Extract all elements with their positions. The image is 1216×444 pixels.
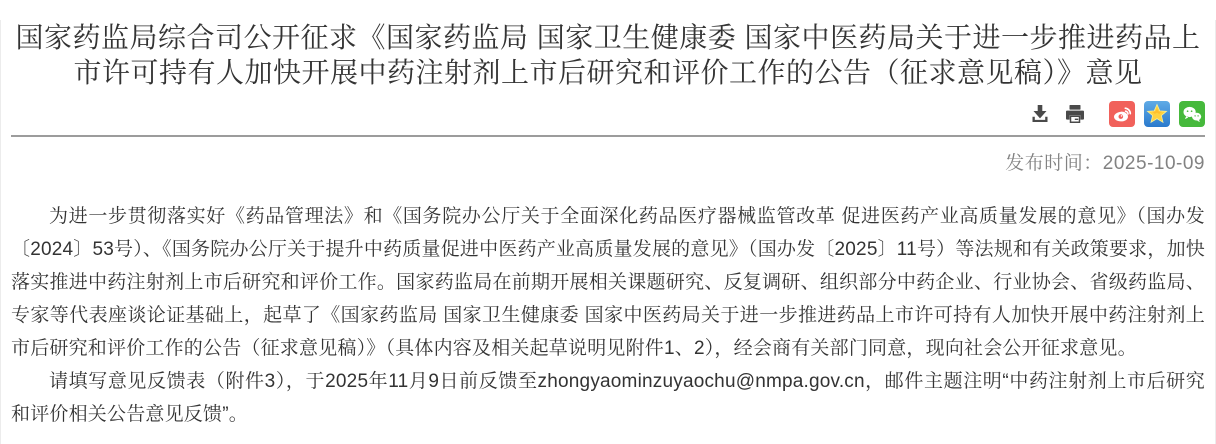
divider: [11, 135, 1205, 137]
article-body: [11, 200, 1205, 431]
page-title: 国家药监局综合司公开征求《国家药监局 国家卫生健康委 国家中医药局关于进一步推进药品上市许可持有人加快开展中药注射剂上市后研究和评价工作的公告（征求意见稿）》意见: [15, 22, 1201, 88]
publish-time: [11, 148, 1205, 175]
share-qzone-icon[interactable]: [1144, 101, 1170, 127]
share-wechat-icon[interactable]: [1179, 101, 1205, 127]
toolbar: [11, 100, 1205, 128]
download-icon[interactable]: [1027, 101, 1053, 127]
publish-time-label: 发布时间：: [1005, 153, 1103, 174]
paragraph-1: 为进一步贯彻落实好《药品管理法》和《国务院办公厅关于全面深化药品医疗器械监管改革 促进医药产业高质量发展的意见》（国办发〔2024〕53号）、《国务院办公厅关于提升中药质量促进中医药产业高质量发展的意见》（国办发〔2025〕11号）等法规和有关政策要求，加快落实推进中药注射剂上市后研究和评价工作。国家药监局在前期开展相关课题研究、反复调研、组织部分中药企业、行业协会、省级药监局、专家等代表座谈论证基础上，起草了《国家药监局 国家卫生健康委 国家中医药局关于进一步推进药品上市许可持有人加快开展中药注射剂上市后研究和评价工作的公告（征求意见稿）》（具体内容及相关起草说明见附件1、2），经会商有关部门同意，现向社会公开征求意见。: [11, 206, 1205, 359]
article-page: [0, 20, 1216, 444]
share-weibo-icon[interactable]: [1109, 101, 1135, 127]
paragraph-2: 请填写意见反馈表（附件3），于2025年11月9日前反馈至zhongyaominzuyaochu@nmpa.gov.cn，邮件主题注明“中药注射剂上市后研究和评价相关公告意见反馈”。: [11, 371, 1205, 425]
print-icon[interactable]: [1062, 101, 1088, 127]
publish-date: 2025-10-09: [1102, 153, 1205, 174]
